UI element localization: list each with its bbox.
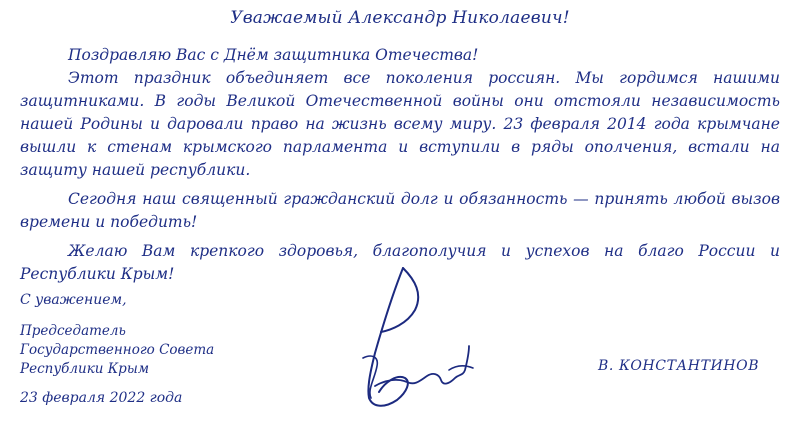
letter-date: 23 февраля 2022 года: [20, 390, 183, 406]
handwritten-signature: [345, 258, 485, 418]
signatory-name: В. КОНСТАНТИНОВ: [598, 358, 760, 374]
letter-paragraph-holiday: Этот праздник объединяет все поколения россиян. Мы гордимся нашими защитниками. В годы Великой Отечественной войны они отстояли независимость нашей Родины и даровали право на жизнь всему миру. 23 февраля 2014 года крымчане вышли к стенам крымского парламента и вступили в ряды ополчения, встали на защиту нашей республики.: [20, 69, 780, 179]
letter-greeting: Уважаемый Александр Николаевич!: [230, 8, 570, 28]
signatory-position-line: Председатель: [20, 323, 126, 339]
signatory-position: [20, 322, 214, 379]
signatory-position-line: Государственного Совета: [20, 342, 215, 358]
letter-paragraph-wishes: Желаю Вам крепкого здоровья, благополучия и успехов на благо России и Республики Крым!: [20, 242, 780, 283]
letter-body: [20, 44, 780, 286]
letter-paragraph-duty: Сегодня наш священный гражданский долг и обязанность — принять любой вызов времени и победить!: [20, 190, 780, 231]
signatory-position-line: Республики Крым: [20, 361, 150, 377]
letter-paragraph-congratulation: Поздравляю Вас с Днём защитника Отечества!: [68, 46, 479, 64]
letter-closing: С уважением,: [20, 292, 127, 308]
